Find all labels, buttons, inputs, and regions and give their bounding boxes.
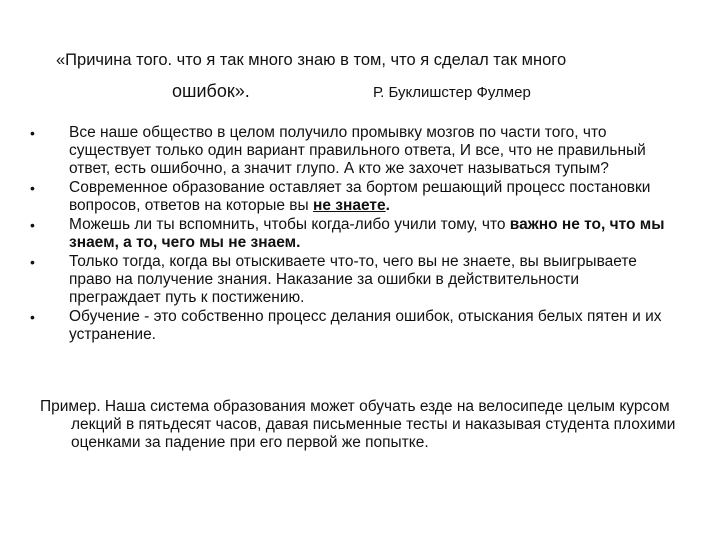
example-paragraph: Пример. Наша система образования может обучать езде на велосипеде целым курсом лекций в пятьдесят часов, давая письменные тесты и наказывая студента плохими оценками за падение при его первой же попытке. xyxy=(40,398,676,451)
bullet-icon: • xyxy=(30,217,35,233)
bullet-icon: • xyxy=(30,254,35,270)
bullet-item-2 xyxy=(30,179,670,215)
bullet-item-4 xyxy=(30,253,670,307)
bullet-icon: • xyxy=(30,309,35,325)
bullet-emphasis-bold: важно не то, что мы знаем, а то, чего мы не знаем xyxy=(69,216,665,251)
bullet-icon: • xyxy=(30,125,35,141)
bullet-text: Все наше общество в целом получило промывку мозгов по части того, что существует только один вариант правильного ответа, И все, что не правильный ответ, есть ошибочно, а значит глупо. А кто же захочет называться тупым? xyxy=(69,124,646,177)
bullet-item-5 xyxy=(30,308,670,344)
bullet-item-1 xyxy=(30,124,670,178)
quote-line-2: ошибок». xyxy=(172,81,250,101)
bullet-list xyxy=(30,124,670,345)
bullet-emphasis-underlined: не знаете xyxy=(312,197,386,214)
bullet-text: Современное образование оставляет за бортом решающий процесс постановки вопросов, ответов на которые вы xyxy=(69,179,651,214)
quote-line-1: «Причина того. что я так много знаю в том, что я сделал так много xyxy=(56,51,567,69)
bullet-text: Обучение - это собственно процесс делания ошибок, отыскания белых пятен и их устранение. xyxy=(69,308,662,343)
bullet-item-3 xyxy=(30,216,670,252)
bullet-text-end: . xyxy=(385,197,390,214)
bullet-text-end: . xyxy=(296,234,301,251)
bullet-icon: • xyxy=(30,180,35,196)
bullet-text: Только тогда, когда вы отыскиваете что-то, чего вы не знаете, вы выигрываете право на получение знания. Наказание за ошибки в действительности преграждает путь к постижению. xyxy=(69,253,637,306)
quote-author: Р. Буклишстер Фулмер xyxy=(373,84,531,101)
bullet-text: Можешь ли ты вспомнить, чтобы когда-либо учили тому, что xyxy=(69,216,510,233)
